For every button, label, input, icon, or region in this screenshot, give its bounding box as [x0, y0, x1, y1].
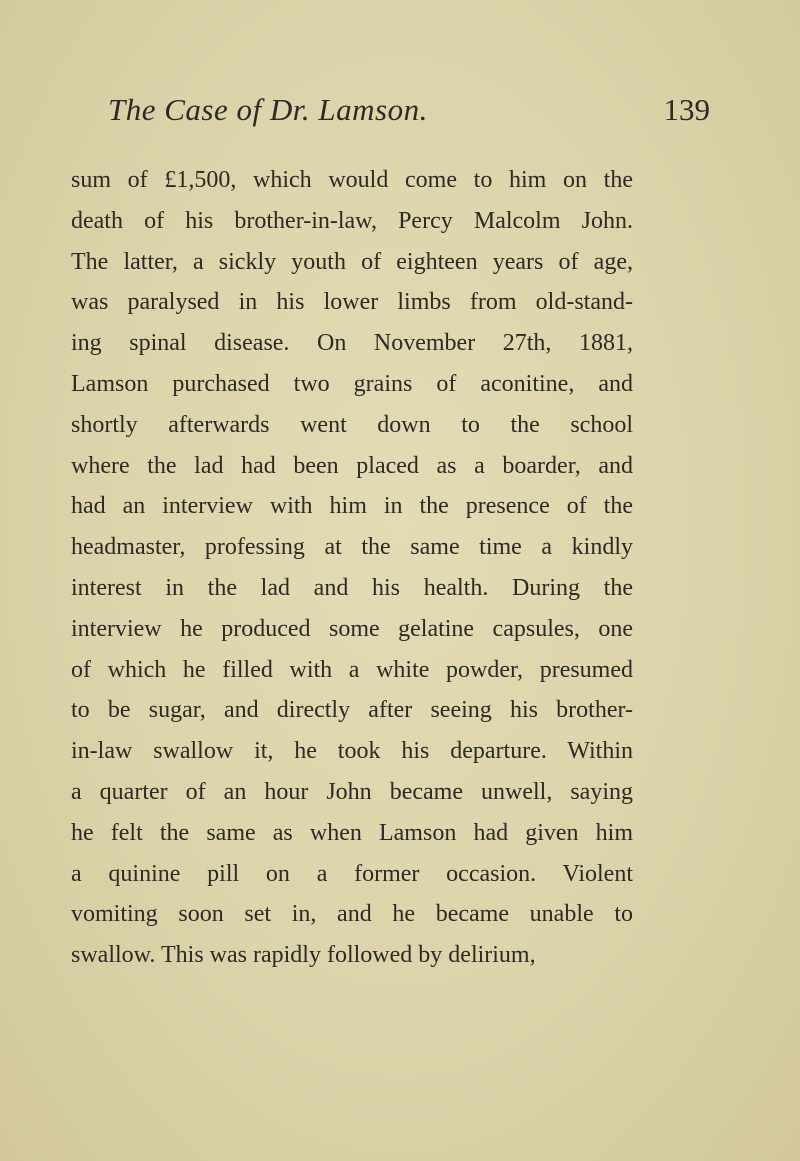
text-line: death of his brother-in-law, Percy Malcolm John.	[71, 207, 633, 234]
text-line: he felt the same as when Lamson had given him	[71, 819, 633, 846]
text-line: shortly afterwards went down to the school	[71, 411, 633, 438]
text-line: headmaster, professing at the same time a kindly	[71, 534, 633, 561]
text-line: ing spinal disease. On November 27th, 1881,	[71, 330, 633, 357]
text-line: sum of £1,500, which would come to him on the	[71, 167, 633, 193]
running-title: The Case of Dr. Lamson.	[108, 92, 428, 127]
page-number: 139	[663, 92, 710, 127]
text-line: swallow. This was rapidly followed by delirium,	[71, 942, 536, 969]
text-line: was paralysed in his lower limbs from old-stand-	[71, 289, 633, 316]
text-line: vomiting soon set in, and he became unable to	[71, 901, 633, 928]
text-line: a quinine pill on a former occasion. Violent	[71, 860, 633, 887]
text-line: The latter, a sickly youth of eighteen years of age,	[71, 248, 633, 275]
text-line: a quarter of an hour John became unwell, saying	[71, 778, 633, 805]
running-head	[108, 92, 710, 142]
text-line: where the lad had been placed as a boarder, and	[71, 452, 633, 479]
body-text	[71, 160, 633, 976]
text-line: interview he produced some gelatine capsules, one	[71, 615, 633, 642]
text-line: Lamson purchased two grains of aconitine, and	[71, 370, 633, 397]
text-line: of which he filled with a white powder, presumed	[71, 656, 633, 683]
text-line: interest in the lad and his health. During the	[71, 574, 633, 601]
text-line: in-law swallow it, he took his departure. Within	[71, 738, 633, 765]
text-line: to be sugar, and directly after seeing his brother-	[71, 697, 633, 724]
text-line: had an interview with him in the presence of the	[71, 493, 633, 520]
